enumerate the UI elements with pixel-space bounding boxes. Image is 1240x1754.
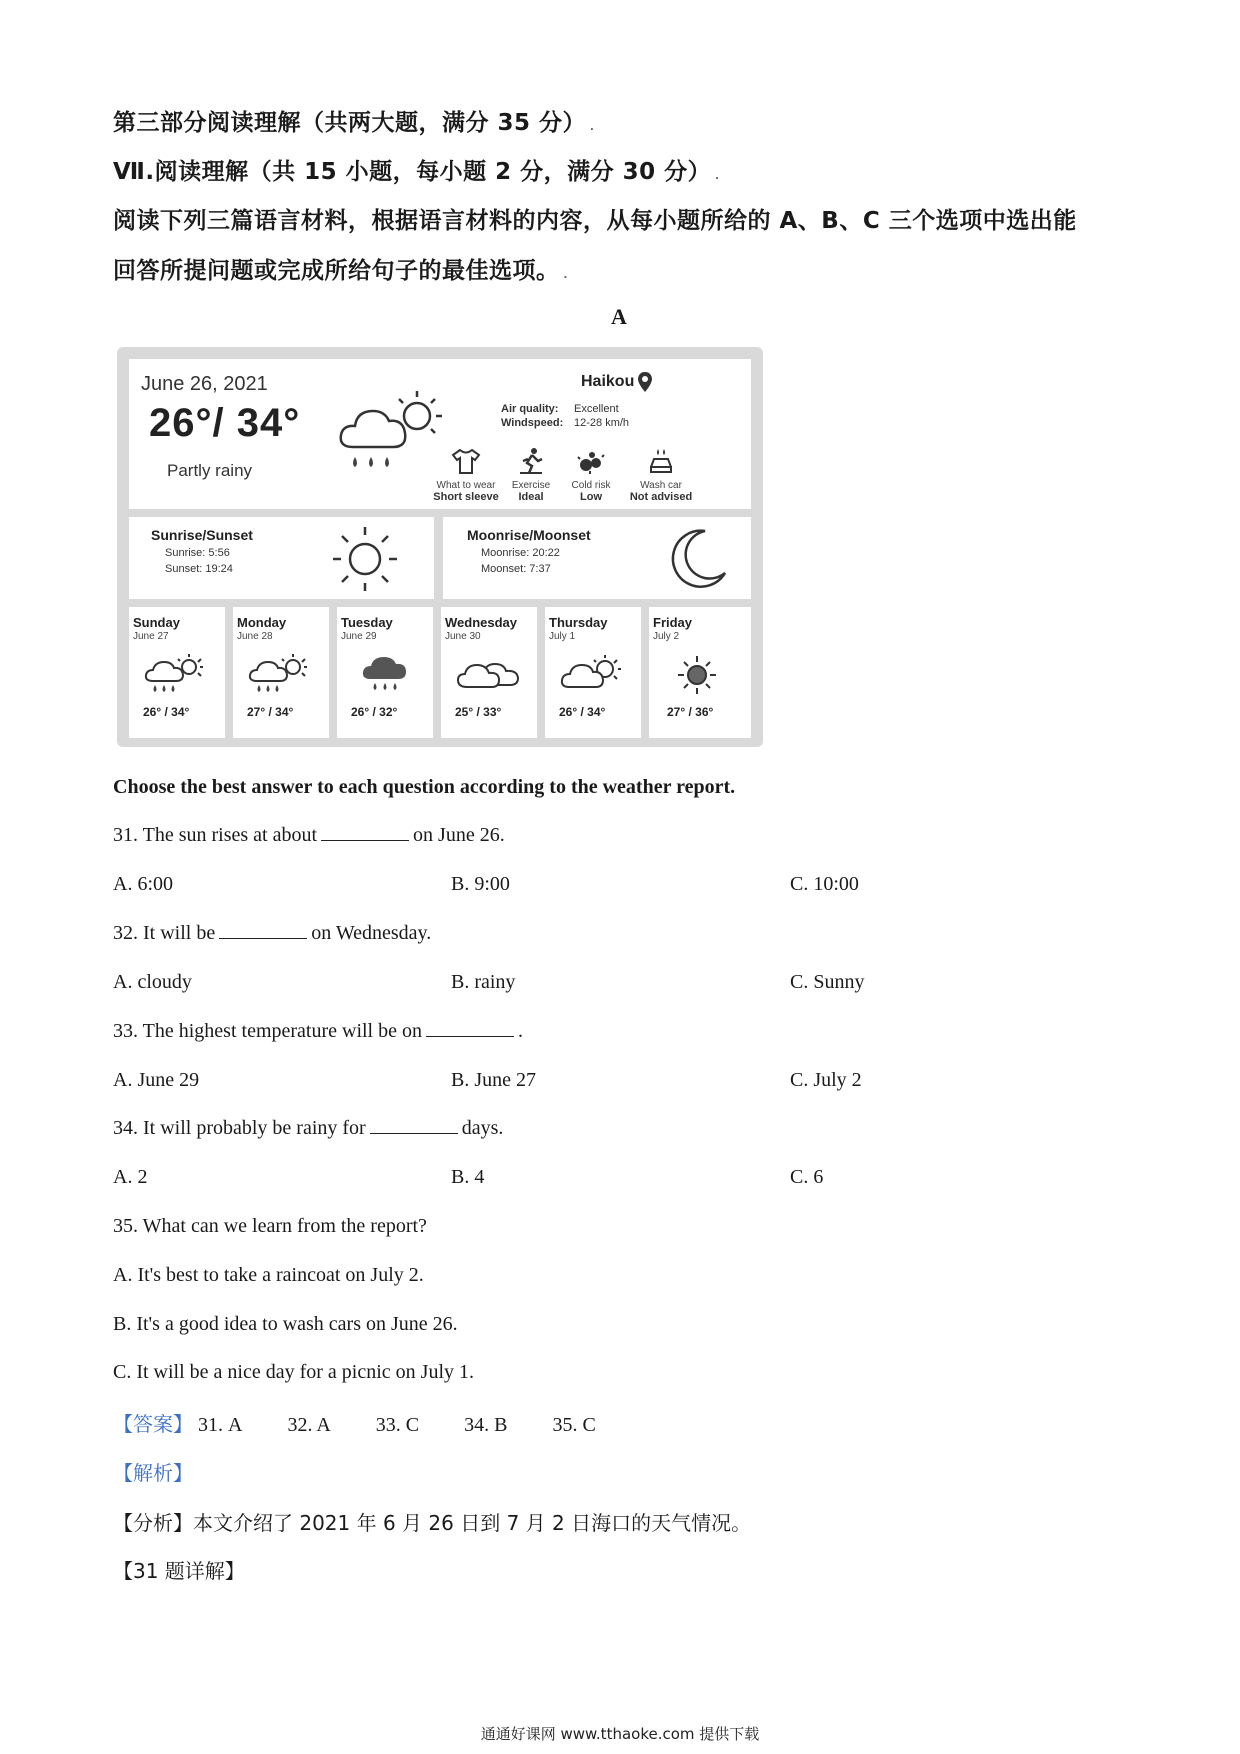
tip-cold-risk: Cold risk Low bbox=[561, 447, 621, 503]
question-stem: 32. It will be on Wednesday. bbox=[113, 922, 432, 944]
sun-icon bbox=[327, 521, 403, 597]
car-wash-icon bbox=[646, 447, 676, 475]
option-b: B. 9:00 bbox=[451, 873, 510, 895]
questions-intro: Choose the best answer to each question according to the weather report. bbox=[113, 776, 736, 798]
option-b: B. rainy bbox=[451, 971, 516, 993]
sun-title: Sunrise/Sunset bbox=[151, 527, 253, 543]
question-stem: 31. The sun rises at about on June 26. bbox=[113, 824, 505, 846]
option-a: A. 6:00 bbox=[113, 873, 173, 895]
analysis-text: 【分析】本文介绍了 2021 年 6 月 26 日到 7 月 2 日海口的天气情况。 bbox=[113, 1511, 752, 1535]
forecast-day: Tuesday June 29 26° / 32° bbox=[337, 607, 433, 738]
footer-text: 通通好课网 www.tthaoke.com 提供下载 bbox=[480, 1725, 760, 1743]
answer-label: 【答案】 bbox=[113, 1412, 193, 1436]
option-b: B. June 27 bbox=[451, 1069, 536, 1091]
option-a: A. It's best to take a raincoat on July 2. bbox=[113, 1264, 424, 1286]
moonrise-moonset-panel bbox=[443, 517, 751, 599]
option-a: A. June 29 bbox=[113, 1069, 200, 1091]
windspeed-label: Windspeed: bbox=[501, 417, 564, 429]
runner-icon bbox=[516, 447, 546, 475]
answer-item: 31. A bbox=[198, 1414, 243, 1436]
shirt-icon bbox=[451, 447, 481, 475]
answer-key bbox=[113, 1408, 596, 1437]
sunrise-time: Sunrise: 5:56 bbox=[165, 547, 230, 559]
tip-what-to-wear: What to wear Short sleeve bbox=[431, 447, 501, 503]
option-b: B. 4 bbox=[451, 1166, 485, 1188]
option-c: C. July 2 bbox=[790, 1069, 862, 1091]
sunrise-sunset-panel bbox=[129, 517, 434, 599]
weather-date: June 26, 2021 bbox=[141, 373, 268, 395]
location-pin-icon bbox=[637, 371, 653, 393]
partly-rainy-icon bbox=[143, 651, 207, 695]
detail-label: 【31 题详解】 bbox=[113, 1559, 245, 1583]
city-name: Haikou bbox=[581, 373, 635, 390]
tip-wash-car: Wash car Not advised bbox=[621, 447, 701, 503]
option-c: C. It will be a nice day for a picnic on July 1. bbox=[113, 1361, 475, 1383]
today-panel bbox=[129, 359, 751, 509]
rainy-icon bbox=[359, 651, 411, 695]
air-quality-label: Air quality: bbox=[501, 403, 559, 415]
forecast-day: Monday June 28 27° / 34° bbox=[233, 607, 329, 738]
answer-item: 32. A bbox=[287, 1414, 331, 1436]
option-c: C. 10:00 bbox=[790, 873, 859, 895]
today-condition: Partly rainy bbox=[167, 461, 253, 480]
option-a: A. 2 bbox=[113, 1166, 148, 1188]
partly-rainy-icon bbox=[247, 651, 311, 695]
forecast-day: Friday July 2 27° / 36° bbox=[649, 607, 751, 738]
today-temperature: 26°/ 34° bbox=[149, 401, 301, 445]
forecast-day: Wednesday June 30 25° / 33° bbox=[441, 607, 537, 738]
passage-label: A bbox=[611, 304, 627, 329]
tip-exercise: Exercise Ideal bbox=[501, 447, 561, 503]
cloudy-icon bbox=[455, 655, 523, 691]
forecast-day: Thursday July 1 26° / 34° bbox=[545, 607, 641, 738]
section-title: 第三部分阅读理解（共两大题，满分 35 分） . bbox=[113, 110, 595, 136]
analysis-label: 【解析】 bbox=[113, 1461, 193, 1485]
instructions-line-1: 阅读下列三篇语言材料，根据语言材料的内容，从每小题所给的 A、B、C 三个选项中选出能 bbox=[113, 208, 1077, 234]
answer-item: 34. B bbox=[464, 1414, 508, 1436]
option-c: C. Sunny bbox=[790, 971, 865, 993]
moon-title: Moonrise/Moonset bbox=[467, 527, 591, 543]
moonset-time: Moonset: 7:37 bbox=[481, 563, 551, 575]
windspeed-value: 12-28 km/h bbox=[574, 417, 630, 429]
forecast-day: Sunday June 27 26° / 34° bbox=[129, 607, 225, 738]
weather-report-card bbox=[117, 347, 763, 747]
answer-item: 35. C bbox=[552, 1414, 596, 1436]
option-a: A. cloudy bbox=[113, 971, 192, 993]
instructions-line-2: 回答所提问题或完成所给句子的最佳选项。 . bbox=[113, 258, 568, 284]
virus-icon bbox=[576, 447, 606, 475]
moonrise-time: Moonrise: 20:22 bbox=[481, 547, 560, 559]
question-stem: 34. It will probably be rainy for days. bbox=[113, 1117, 504, 1139]
answer-item: 33. C bbox=[375, 1414, 420, 1436]
question-stem: 35. What can we learn from the report? bbox=[113, 1215, 427, 1237]
sunset-time: Sunset: 19:24 bbox=[165, 563, 233, 575]
option-c: C. 6 bbox=[790, 1166, 824, 1188]
subsection-title: Ⅶ.阅读理解（共 15 小题，每小题 2 分，满分 30 分） . bbox=[113, 159, 720, 185]
answer-blank bbox=[370, 1117, 458, 1134]
question-stem: 33. The highest temperature will be on . bbox=[113, 1020, 523, 1042]
answer-blank bbox=[426, 1020, 514, 1037]
answer-blank bbox=[219, 922, 307, 939]
sunny-icon bbox=[675, 653, 719, 697]
air-quality-value: Excellent bbox=[574, 403, 619, 415]
moon-icon bbox=[665, 527, 729, 591]
answer-blank bbox=[321, 824, 409, 841]
option-b: B. It's a good idea to wash cars on June 26. bbox=[113, 1313, 458, 1335]
partly-cloudy-icon bbox=[559, 653, 625, 693]
